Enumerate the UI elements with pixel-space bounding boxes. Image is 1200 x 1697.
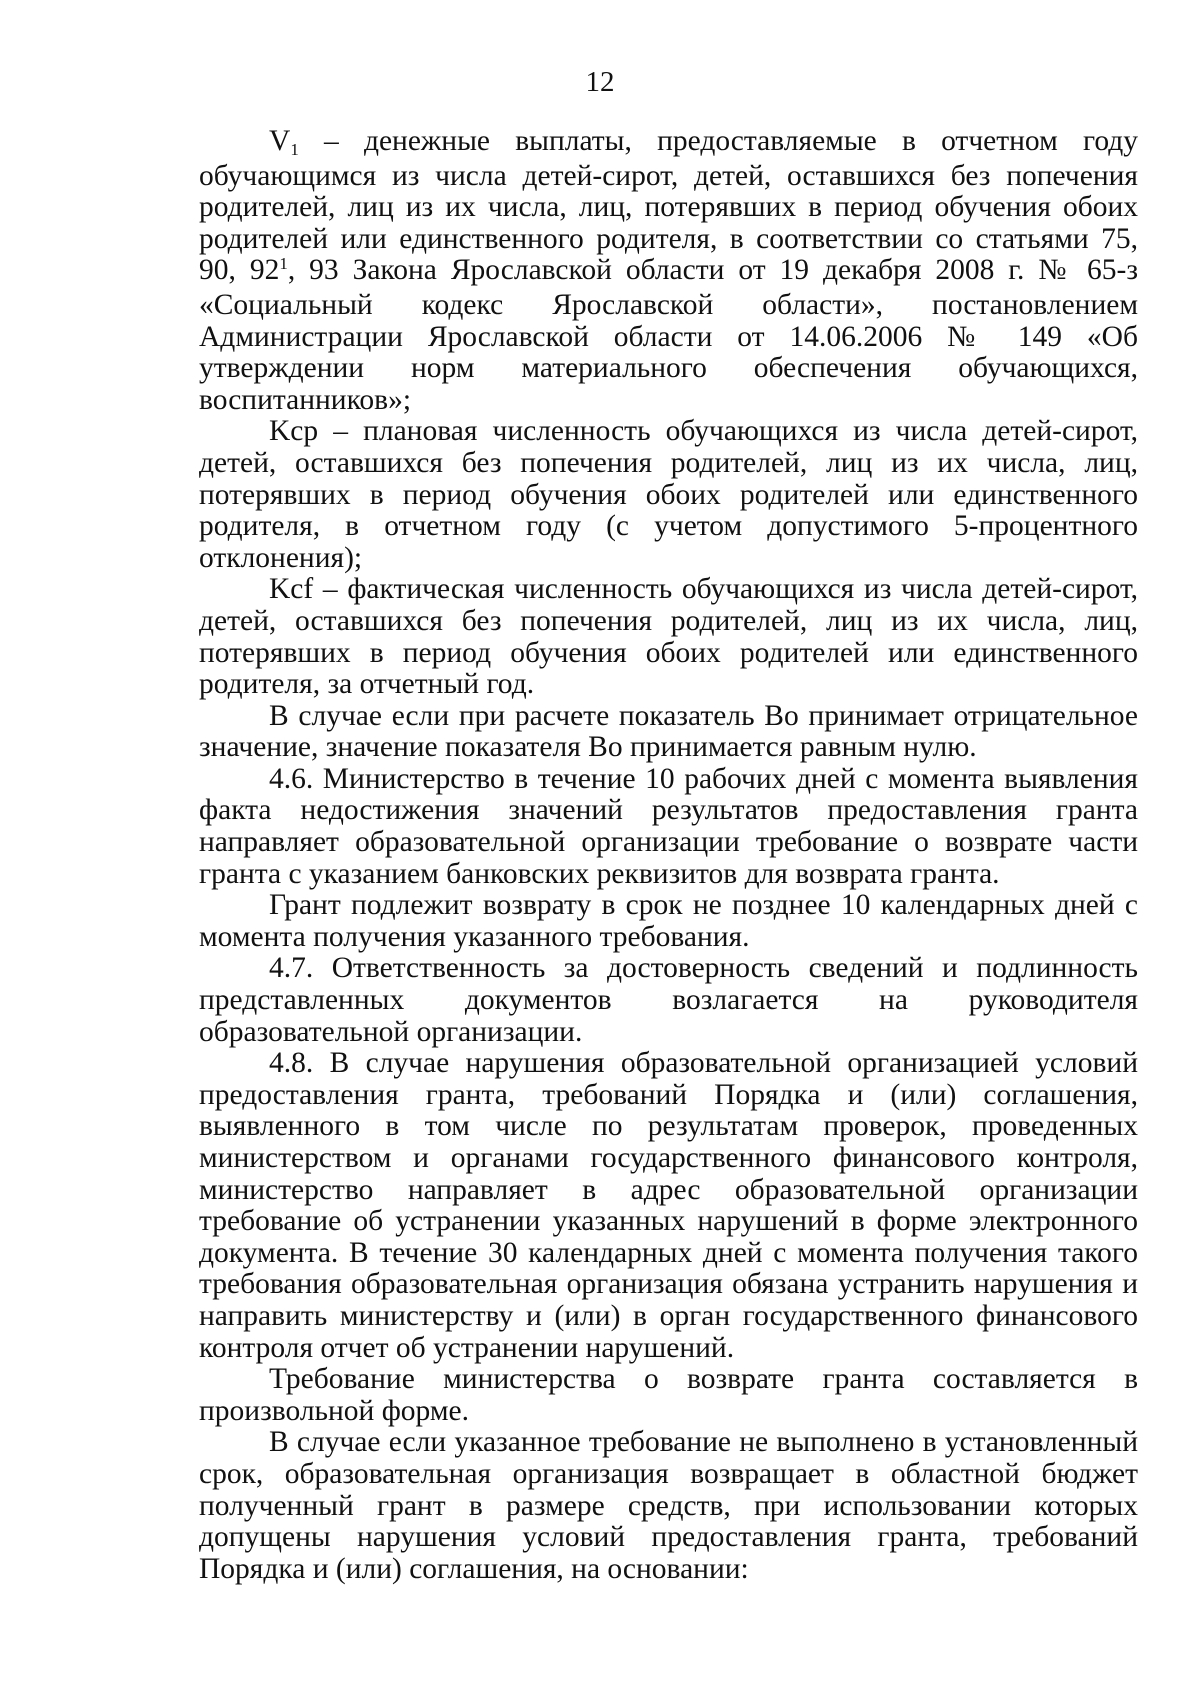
paragraph-4-6: 4.6. Министерство в течение 10 рабочих дней с момента выявления факта недостижения значений результатов предоставления гранта направляет образовательной организации требование о возврате части гранта с указанием банковских реквизитов для возврата гранта. xyxy=(199,762,1138,890)
paragraph-requirement-not-fulfilled: В случае если указанное требование не выполнено в установленный срок, образовательная организация возвращает в областной бюджет полученный грант в размере средств, при использовании которых допущены нарушения условий предоставления гранта, требований Порядка и (или) соглашения, на основании: xyxy=(199,1426,1138,1585)
paragraph-v1-definition xyxy=(199,126,1138,416)
document-body xyxy=(199,126,1138,1585)
article-superscript: 1 xyxy=(279,254,288,274)
paragraph-text: , 93 Закона Ярославской области от 19 декабря 2008 г. № 65-з «Социальный кодекс Ярославской области», постановлением Администрации Ярославской области от 14.06.2006 № 149 «Об утверждении норм материального обеспечения обучающихся, воспитанников»; xyxy=(199,254,1138,416)
paragraph-4-8: 4.8. В случае нарушения образовательной организацией условий предоставления гранта, требований Порядка и (или) соглашения, выявленного в том числе по результатам проверок, проведенных министерством и органами государственного финансового контроля, министерство направляет в адрес образовательной организации требование об устранении указанных нарушений в форме электронного документа. В течение 30 календарных дней с момента получения такого требования образовательная организация обязана устранить нарушения и направить министерству и (или) в орган государственного финансового контроля отчет об устранении нарушений. xyxy=(199,1047,1138,1364)
page-number: 12 xyxy=(585,66,615,98)
variable-v: V xyxy=(269,125,291,157)
paragraph-negative-bo: В случае если при расчете показатель Bo принимает отрицательное значение, значение показателя Bo принимается равным нулю. xyxy=(199,699,1138,764)
paragraph-kcf-definition: Kcf – фактическая численность обучающихся из числа детей-сирот, детей, оставшихся без попечения родителей, лиц из их числа, лиц, потерявших в период обучения обоих родителей или единственного родителя, за отчетный год. xyxy=(199,573,1138,701)
paragraph-text: – денежные выплаты, предоставляемые в отчетном году обучающимся из числа детей-сирот, детей, оставшихся без попечения родителей, лиц из их числа, лиц, потерявших в период обучения обоих родителей или единственного родителя, в соответствии со статьями 75, 90, 92 xyxy=(199,125,1138,287)
paragraph-kcp-definition: Kcp – плановая численность обучающихся из числа детей-сирот, детей, оставшихся без попечения родителей, лиц из их числа, лиц, потерявших в период обучения обоих родителей или единственного родителя, в отчетном году (с учетом допустимого 5-процентного отклонения); xyxy=(199,415,1138,574)
paragraph-4-7: 4.7. Ответственность за достоверность сведений и подлинность представленных документов возлагается на руководителя образовательной организации. xyxy=(199,952,1138,1048)
variable-subscript: 1 xyxy=(290,140,299,159)
paragraph-requirement-form: Требование министерства о возврате гранта составляется в произвольной форме. xyxy=(199,1363,1138,1427)
paragraph-grant-return-term: Грант подлежит возврату в срок не позднее 10 календарных дней с момента получения указанного требования. xyxy=(199,889,1138,953)
